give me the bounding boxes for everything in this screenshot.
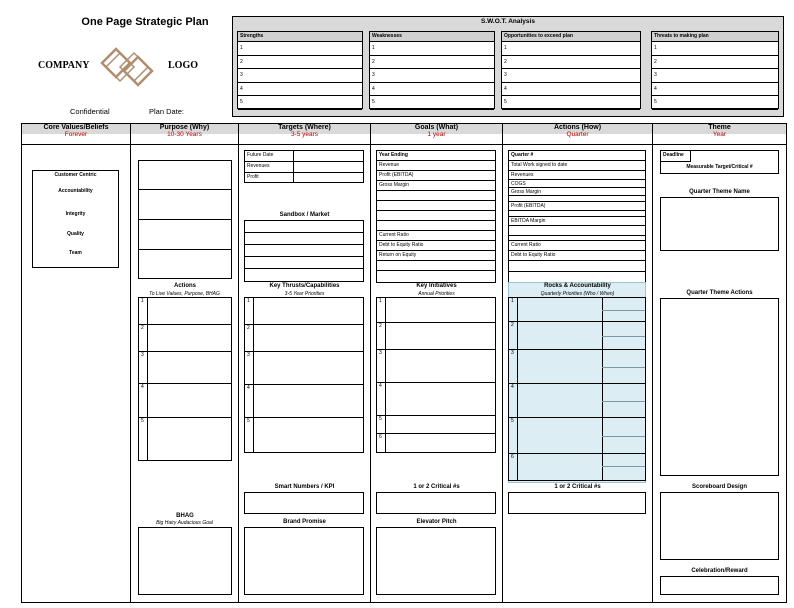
swot-row[interactable]: 5 (652, 96, 778, 110)
core-value-item: Customer Centric (54, 172, 97, 178)
bhag-subtitle: Big Hairy Audacious Goal (156, 520, 213, 526)
rocks-list[interactable] (508, 297, 646, 481)
row-number: 4 (247, 385, 250, 391)
action-row: Total Work signed to date (509, 161, 645, 171)
row-number: 1 (511, 298, 514, 304)
row-number: 4 (379, 383, 382, 389)
column-title: Actions (How) (553, 124, 602, 131)
swot-row[interactable]: 1 (238, 42, 362, 56)
goals-critical-title: 1 or 2 Critical #s (413, 484, 460, 490)
row-number: 3 (141, 352, 144, 358)
theme-actions-title: Quarter Theme Actions (686, 290, 753, 296)
swot-weaknesses-label: Weaknesses (370, 32, 494, 42)
logo-mark-icon (96, 43, 158, 91)
row-number: 4 (141, 384, 144, 390)
column-horizon: 3-5 years (290, 131, 319, 138)
swot-title: S.W.O.T. Analysis (481, 18, 535, 25)
targets-table[interactable] (244, 150, 364, 183)
smart-numbers-box[interactable] (244, 492, 364, 514)
deadline-label: Deadline (661, 151, 691, 162)
swot-row[interactable]: 4 (652, 83, 778, 97)
purpose-actions-list[interactable] (138, 297, 232, 461)
target-row: Revenues (245, 162, 363, 173)
brand-promise-title: Brand Promise (283, 519, 326, 525)
swot-row[interactable]: 5 (502, 96, 640, 110)
swot-row[interactable]: 2 (502, 56, 640, 70)
theme-actions-box[interactable] (660, 298, 779, 476)
column-title: Goals (What) (414, 124, 459, 131)
column-horizon: Forever (64, 131, 88, 138)
swot-row[interactable]: 3 (238, 69, 362, 83)
confidential-label: Confidential (70, 107, 110, 116)
elevator-pitch-box[interactable] (376, 527, 496, 595)
action-row: Current Ratio (509, 241, 645, 251)
swot-strengths-label: Strengths (238, 32, 362, 42)
row-number: 6 (511, 454, 514, 460)
header-divider (22, 144, 786, 145)
column-header-purpose (131, 124, 238, 138)
column-header-core-values (22, 124, 130, 138)
goal-row (377, 191, 495, 201)
column-divider (238, 124, 239, 602)
rocks-title: Rocks & Accountability (544, 283, 611, 289)
row-number: 3 (247, 352, 250, 358)
actions-critical-title: 1 or 2 Critical #s (554, 484, 601, 490)
row-number: 5 (511, 418, 514, 424)
swot-threats (651, 31, 779, 109)
measurable-label: Measurable Target/Critical # (686, 164, 753, 170)
logo-left-text: COMPANY (38, 60, 90, 71)
goal-row: Debt to Equity Ratio (377, 241, 495, 251)
swot-opportunities-label: Opportunities to exceed plan (502, 32, 640, 42)
swot-panel (232, 16, 784, 117)
row-number: 3 (511, 350, 514, 356)
goal-row (377, 271, 495, 282)
column-horizon: 10-30 Years (167, 131, 202, 138)
goal-row (377, 201, 495, 211)
column-header-theme (653, 124, 786, 138)
swot-row[interactable]: 5 (238, 96, 362, 110)
column-header-goals (371, 124, 502, 138)
goal-row: Revenue (377, 161, 495, 171)
swot-row[interactable]: 2 (238, 56, 362, 70)
swot-row[interactable]: 2 (652, 56, 778, 70)
core-value-item: Quality (67, 231, 84, 237)
core-value-item: Accountability (58, 188, 93, 194)
swot-row[interactable]: 4 (502, 83, 640, 97)
column-title: Core Values/Beliefs (43, 124, 109, 131)
row-number: 3 (379, 350, 382, 356)
action-row (509, 272, 645, 282)
scoreboard-box[interactable] (660, 492, 779, 560)
purpose-actions-subtitle: To Live Values, Purpose, BHAG (149, 291, 220, 297)
goal-row: Return on Equity (377, 251, 495, 261)
column-divider (130, 124, 131, 602)
column-title: Purpose (Why) (159, 124, 210, 131)
theme-name-title: Quarter Theme Name (689, 189, 750, 195)
sandbox-title: Sandbox / Market (279, 212, 330, 218)
initiatives-list[interactable] (376, 297, 496, 453)
swot-row[interactable]: 4 (238, 83, 362, 97)
row-number: 6 (379, 434, 382, 440)
celebration-box[interactable] (660, 576, 779, 595)
goal-row: Profit (EBITDA) (377, 171, 495, 181)
row-number: 1 (379, 298, 382, 304)
celebration-title: Celebration/Reward (691, 568, 748, 574)
action-row (509, 261, 645, 272)
swot-strengths (237, 31, 363, 109)
sandbox-box[interactable] (244, 220, 364, 282)
action-row: Debt to Equity Ratio (509, 251, 645, 261)
initiatives-subtitle: Annual Priorities (418, 291, 455, 297)
rocks-subtitle: Quarterly Priorities (Who / When) (540, 291, 615, 297)
goal-row (377, 211, 495, 221)
smart-numbers-title: Smart Numbers / KPI (274, 484, 335, 490)
action-row: EBITDA Margin (509, 217, 645, 226)
swot-row[interactable]: 3 (502, 69, 640, 83)
column-title: Targets (Where) (278, 124, 331, 131)
goal-row: Current Ratio (377, 231, 495, 241)
column-header-targets (239, 124, 370, 138)
purpose-actions-title: Actions (173, 283, 196, 289)
core-value-item: Team (69, 250, 82, 256)
row-number: 1 (141, 298, 144, 304)
action-row: Profit (EBITDA) (509, 202, 645, 211)
thrusts-subtitle: 3-5 Year Priorities (284, 291, 325, 297)
row-number: 2 (379, 323, 382, 329)
swot-row[interactable]: 1 (370, 42, 494, 56)
swot-opportunities (501, 31, 641, 109)
thrusts-title: Key Thrusts/Capabilities (269, 283, 340, 289)
actions-critical-box[interactable] (508, 492, 646, 514)
swot-row[interactable]: 2 (370, 56, 494, 70)
theme-name-box[interactable] (660, 197, 779, 251)
page-title: One Page Strategic Plan (81, 16, 209, 28)
logo-right-text: LOGO (168, 60, 199, 71)
column-header-actions (503, 124, 652, 138)
action-row: Quarter # (509, 151, 645, 161)
swot-row[interactable]: 5 (370, 96, 494, 110)
action-row: Revenues (509, 171, 645, 180)
core-values-box[interactable] (32, 170, 119, 268)
brand-promise-box[interactable] (244, 527, 364, 595)
goal-row: Gross Margin (377, 181, 495, 191)
swot-threats-label: Threats to making plan (652, 32, 778, 42)
target-row: Future Date (245, 151, 363, 162)
column-horizon: Year (712, 131, 727, 138)
row-number: 1 (247, 298, 250, 304)
goal-row (377, 221, 495, 231)
swot-row[interactable]: 1 (652, 42, 778, 56)
column-divider (502, 124, 503, 602)
column-horizon: 1 year (427, 131, 446, 138)
initiatives-title: Key Initiatives (416, 283, 457, 289)
goals-table[interactable] (376, 150, 496, 283)
target-row: Profit (247, 174, 259, 180)
swot-weaknesses (369, 31, 495, 109)
row-number: 4 (511, 384, 514, 390)
column-horizon: Quarter (566, 131, 589, 138)
bhag-title: BHAG (176, 513, 194, 519)
row-number: 2 (511, 322, 514, 328)
goal-row (377, 261, 495, 271)
action-row (509, 226, 645, 236)
swot-row[interactable]: 1 (502, 42, 640, 56)
swot-row[interactable]: 3 (370, 69, 494, 83)
goals-critical-box[interactable] (376, 492, 496, 514)
row-number: 5 (379, 416, 382, 422)
column-title: Theme (708, 124, 731, 131)
row-number: 2 (141, 325, 144, 331)
actions-table[interactable] (508, 150, 646, 283)
swot-row[interactable]: 4 (370, 83, 494, 97)
row-number: 2 (247, 325, 250, 331)
thrusts-list[interactable] (244, 297, 364, 453)
row-number: 5 (141, 418, 144, 424)
theme-deadline-box[interactable] (660, 150, 779, 174)
bhag-box[interactable] (138, 527, 232, 595)
row-number: 5 (247, 418, 250, 424)
purpose-box[interactable] (138, 160, 232, 279)
column-divider (652, 124, 653, 602)
goal-row: Year Ending (377, 151, 495, 161)
plan-date-label: Plan Date: (149, 107, 185, 116)
action-row: Gross Margin (509, 188, 645, 196)
column-divider (370, 124, 371, 602)
company-logo (38, 40, 208, 95)
elevator-pitch-title: Elevator Pitch (416, 519, 457, 525)
scoreboard-title: Scoreboard Design (691, 484, 747, 490)
swot-row[interactable]: 3 (652, 69, 778, 83)
core-value-item: Integrity (65, 211, 86, 217)
action-row: COGS (509, 180, 645, 188)
